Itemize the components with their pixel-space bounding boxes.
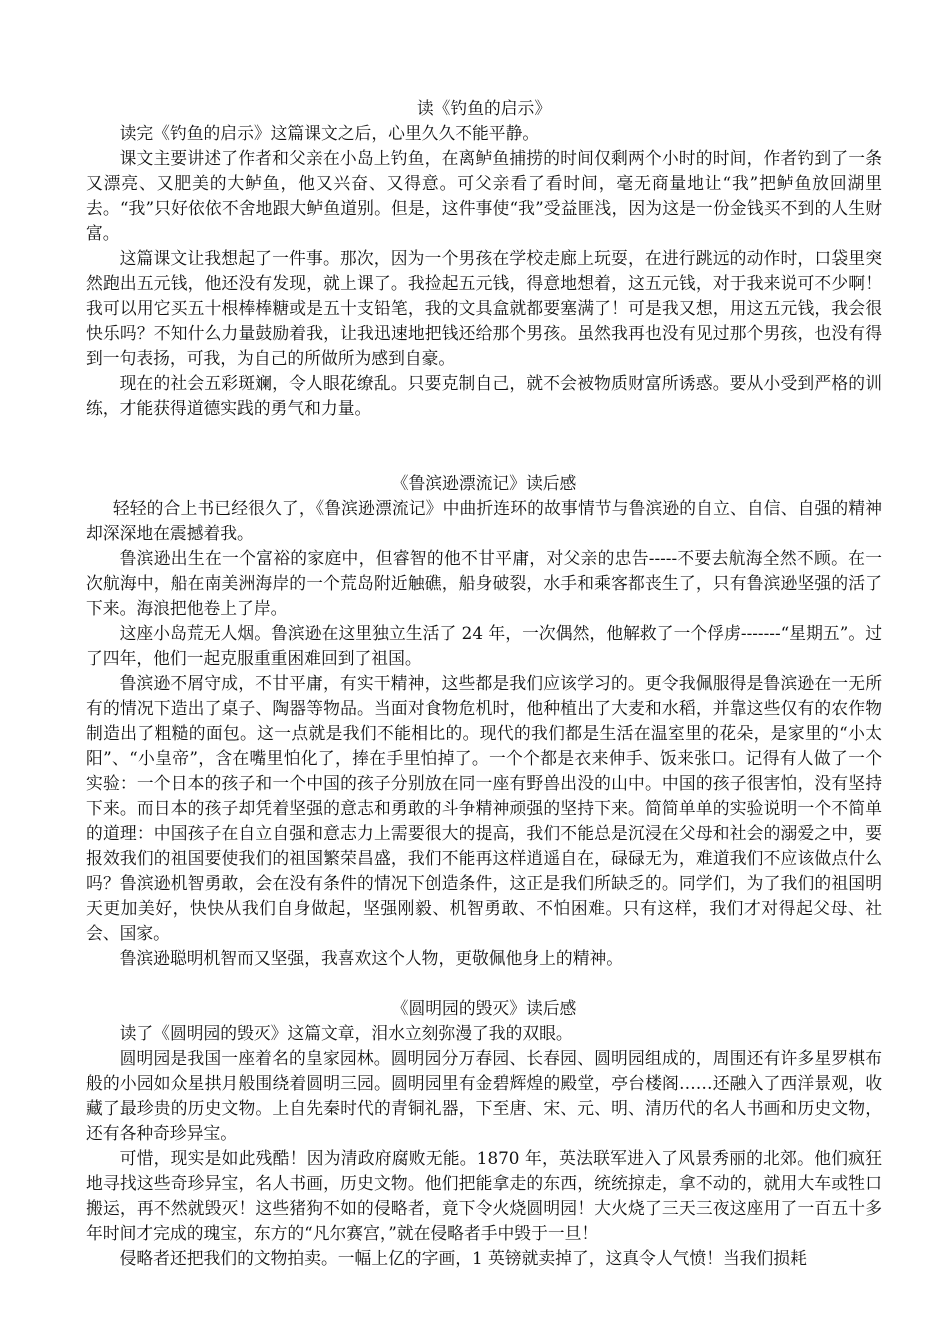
paragraph: 可惜，现实是如此残酷！因为清政府腐败无能。1870 年，英法联军进入了风景秀丽的北郊。他们疯狂地寻找这些奇珍异宝，名人书画，历史文物。他们把能拿走的东西，统统掠走，拿不动的，就用大车或牲口搬运，再不然就毁灭！这些猪狗不如的侵略者，竟下令火烧圆明园！大火烧了三天三夜这座用了一百五十多年时间才完成的瑰宝，东方的“凡尔赛宫，”就在侵略者手中毁于一旦！ xyxy=(86,1148,882,1243)
paragraph: 读完《钓鱼的启示》这篇课文之后，心里久久不能平静。 xyxy=(119,123,540,143)
essay-yuanmingyuan xyxy=(86,996,882,1271)
essay-robinson xyxy=(86,471,882,971)
paragraph: 课文主要讲述了作者和父亲在小岛上钓鱼，在离鲈鱼捕捞的时间仅剩两个小时的时间，作者钓到了一条又漂亮、又肥美的大鲈鱼，他又兴奋、又得意。可父亲看了看时间，毫无商量地让“我”把鲈鱼放回湖里去。“我”只好依依不舍地跟大鲈鱼道别。但是，这件事使“我”受益匪浅，因为这是一份金钱买不到的人生财富。 xyxy=(86,148,882,243)
essay-title: 《圆明园的毁灭》读后感 xyxy=(391,998,577,1018)
paragraph: 这座小岛荒无人烟。鲁滨逊在这里独立生活了 24 年，一次偶然，他解救了一个俘虏-------“星期五”。过了四年，他们一起克服重重困难回到了祖国。 xyxy=(86,623,882,668)
paragraph: 轻轻的合上书已经很久了，《鲁滨逊漂流记》中曲折连环的故事情节与鲁滨逊的自立、自信、自强的精神却深深地在震撼着我。 xyxy=(86,498,882,543)
paragraph: 鲁滨逊出生在一个富裕的家庭中，但睿智的他不甘平庸，对父亲的忠告-----不要去航海全然不顾。在一次航海中，船在南美洲海岸的一个荒岛附近触礁，船身破裂，水手和乘客都丧生了，只有鲁滨逊坚强的活了下来。海浪把他卷上了岸。 xyxy=(86,548,882,618)
paragraph: 这篇课文让我想起了一件事。那次，因为一个男孩在学校走廊上玩耍，在进行跳远的动作时，口袋里突然跑出五元钱，他还没有发现，就上课了。我捡起五元钱，得意地想着，这五元钱，对于我来说可不少啊！我可以用它买五十根棒棒糖或是五十支铅笔，我的文具盒就都要塞满了！可是我又想，用这五元钱，我会很快乐吗？不知什么力量鼓励着我，让我迅速地把钱还给那个男孩。虽然我再也没有见过那个男孩，也没有得到一句表扬，可我，为自己的所做所为感到自豪。 xyxy=(86,248,882,368)
section-spacer xyxy=(86,421,882,471)
paragraph: 鲁滨逊不屑守成，不甘平庸，有实干精神，这些都是我们应该学习的。更令我佩服得是鲁滨逊在一无所有的情况下造出了桌子、陶器等物品。当面对食物危机时，他种植出了大麦和水稻，并靠这些仅有的农作物制造出了粗糙的面包。这一点就是我们不能相比的。现代的我们都是生活在温室里的花朵，是家里的“小太阳”、“小皇帝”，含在嘴里怕化了，捧在手里怕掉了。一个个都是衣来伸手、饭来张口。记得有人做了一个实验：一个日本的孩子和一个中国的孩子分别放在同一座有野兽出没的山中。中国的孩子很害怕，没有坚持下来。而日本的孩子却凭着坚强的意志和勇敢的斗争精神顽强的坚持下来。简简单单的实验说明一个不简单的道理：中国孩子在自立自强和意志力上需要很大的提高，我们不能总是沉浸在父母和社会的溺爱之中，要报效我们的祖国要使我们的祖国繁荣昌盛，我们不能再这样逍遥自在，碌碌无为，难道我们不应该做点什么吗？鲁滨逊机智勇敢，会在没有条件的情况下创造条件，这正是我们所缺乏的。同学们，为了我们的祖国明天更加美好，快快从我们自身做起，坚强刚毅、机智勇敢、不怕困难。只有这样，我们才对得起父母、社会、国家。 xyxy=(86,673,882,943)
section-spacer xyxy=(86,971,882,996)
paragraph: 侵略者还把我们的文物拍卖。一幅上亿的字画，1 英镑就卖掉了，这真令人气愤！当我们损耗 xyxy=(119,1248,807,1268)
paragraph: 现在的社会五彩斑斓，令人眼花缭乱。只要克制自己，就不会被物质财富所诱惑。要从小受到严格的训练，才能获得道德实践的勇气和力量。 xyxy=(86,373,882,418)
essay-fishing xyxy=(86,96,882,421)
essay-title: 《鲁滨逊漂流记》读后感 xyxy=(391,473,577,493)
essay-title: 读《钓鱼的启示》 xyxy=(416,98,552,118)
paragraph: 读了《圆明园的毁灭》这篇文章，泪水立刻弥漫了我的双眼。 xyxy=(119,1023,573,1043)
paragraph: 鲁滨逊聪明机智而又坚强，我喜欢这个人物，更敬佩他身上的精神。 xyxy=(119,948,624,968)
paragraph: 圆明园是我国一座着名的皇家园林。圆明园分万春园、长春园、圆明园组成的，周围还有许多星罗棋布般的小园如众星拱月般围绕着圆明三园。圆明园里有金碧辉煌的殿堂，亭台楼阁……还融入了西洋景观，收藏了最珍贵的历史文物。上自先秦时代的青铜礼器，下至唐、宋、元、明、清历代的名人书画和历史文物，还有各种奇珍异宝。 xyxy=(86,1048,882,1143)
